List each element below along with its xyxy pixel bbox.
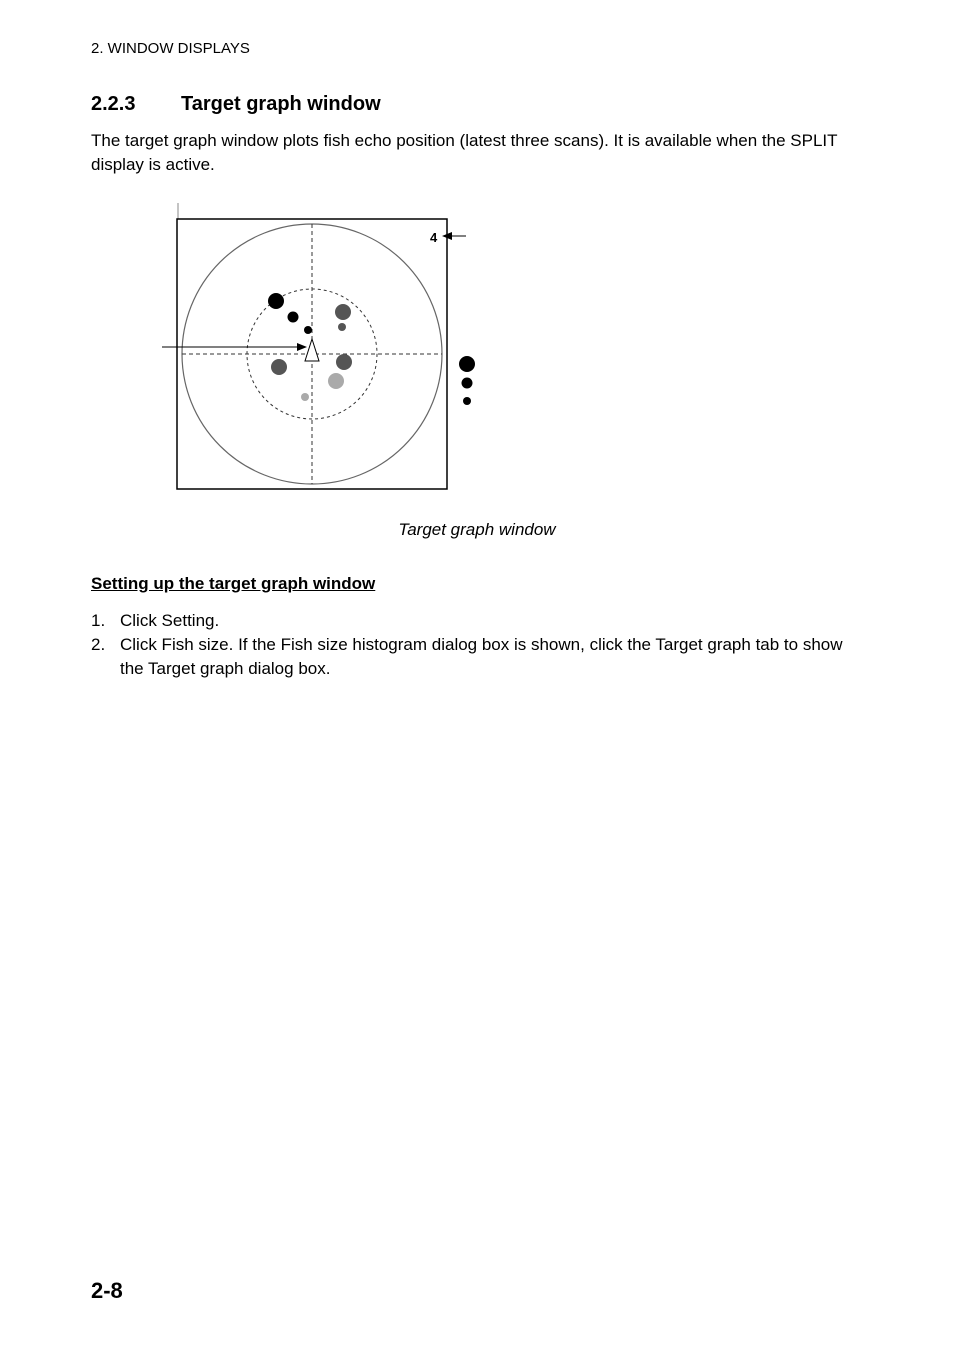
fish-echo-latest-large	[268, 293, 284, 309]
running-header: 2. WINDOW DISPLAYS	[91, 40, 250, 57]
step-text: Click Fish size. If the Fish size histogram dialog box is shown, click the Target graph tab to show the Target graph dialog box.	[120, 635, 843, 678]
fish-echo-oldest-small	[301, 393, 309, 401]
callout-label: 4	[430, 230, 438, 245]
section-title: Target graph window	[181, 93, 381, 115]
step-number: 1.	[91, 611, 106, 630]
fish-echo-previous-large	[335, 304, 351, 320]
size-legend-medium	[462, 378, 473, 389]
intro-paragraph: The target graph window plots fish echo position (latest three scans). It is available when the SPLIT display is active.	[91, 131, 838, 174]
steps-list	[91, 609, 851, 681]
step-text: Click Setting.	[120, 611, 220, 630]
fish-echo-previous-large-2	[271, 359, 287, 375]
figure-caption: Target graph window	[398, 520, 556, 539]
subsection-heading: Setting up the target graph window	[91, 574, 376, 593]
list-item	[91, 609, 851, 633]
target-graph-figure	[150, 195, 490, 505]
fish-echo-previous-large-3	[336, 354, 352, 370]
fish-echo-latest-small	[304, 326, 312, 334]
size-legend-large	[459, 356, 475, 372]
section-heading	[91, 93, 381, 116]
target-graph-illustration	[150, 195, 490, 505]
fish-echo-previous-small	[338, 323, 346, 331]
fish-echo-oldest-large	[328, 373, 344, 389]
page-number: 2-8	[91, 1278, 123, 1303]
list-item	[91, 633, 851, 681]
step-number: 2.	[91, 635, 106, 654]
section-number: 2.2.3	[91, 93, 136, 115]
size-legend-small	[463, 397, 471, 405]
fish-echo-latest-medium	[288, 312, 299, 323]
